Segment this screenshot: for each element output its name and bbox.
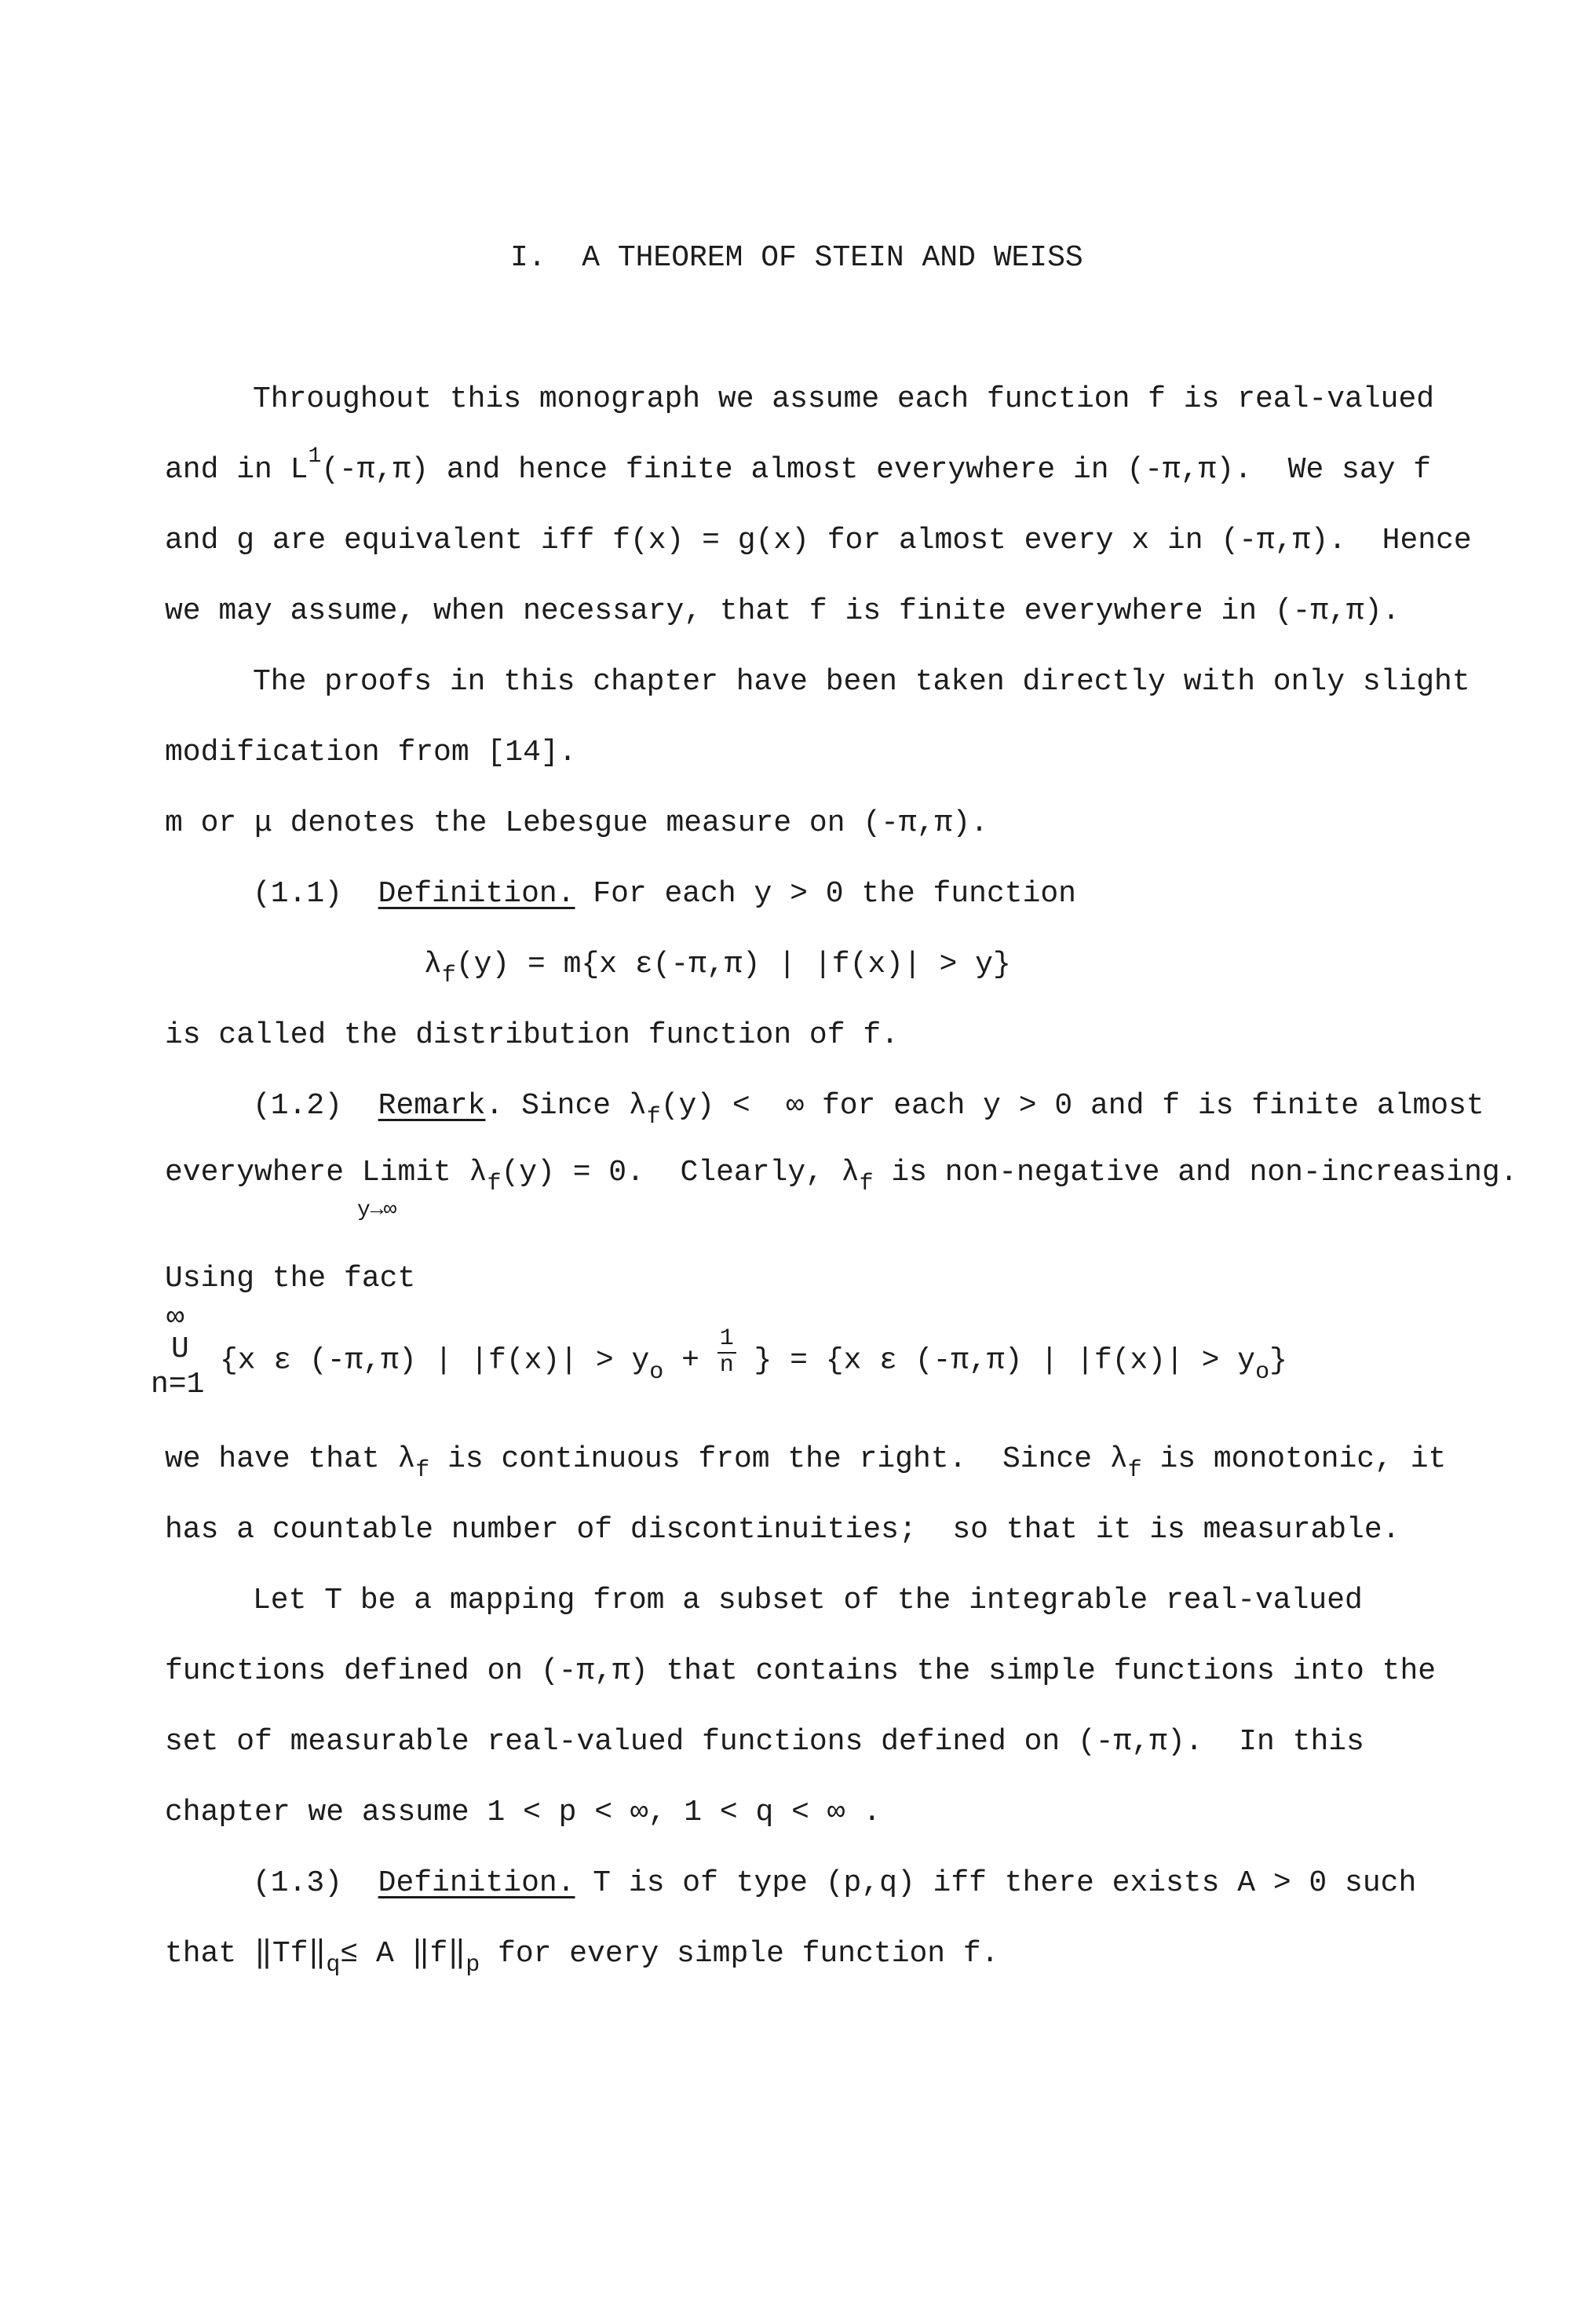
fraction: $\frac{1}{n}$ bbox=[717, 1327, 736, 1378]
text-line: is called the distribution function of f. bbox=[165, 1018, 899, 1052]
definition-heading: (1.3) Definition. T is of type (p,q) iff there exists A > 0 such bbox=[253, 1866, 1417, 1900]
text-line: chapter we assume 1 < p < ∞, 1 < q < ∞ . bbox=[165, 1796, 882, 1829]
union-index: n=1 bbox=[151, 1368, 205, 1401]
text-line: and in $L^1(-\pi,\pi)$ and hence finite almost everywhere in (-π,π). We say f bbox=[165, 444, 1432, 487]
text-line: everywhere Limit $\lambda_f(y) = 0$. Clearly, $\lambda_f$ is non-negative and non-increasing. bbox=[165, 1156, 1518, 1197]
text-line-norm-inequality: that $‖Tf‖_q\le A$ $‖f‖_p$ for every simple function f. bbox=[165, 1937, 999, 1979]
text-line: The proofs in this chapter have been taken directly with only slight bbox=[253, 665, 1470, 699]
remark-heading: (1.2) Remark. Since $\lambda_f(y)$ < ∞ for each y > 0 and f is finite almost bbox=[253, 1089, 1484, 1131]
union-infinity: ∞ bbox=[166, 1301, 184, 1335]
text-line: Using the fact bbox=[165, 1262, 416, 1295]
text-line-measure: m or μ denotes the Lebesgue measure on (-π,π). bbox=[165, 806, 988, 840]
limit-subscript: y→∞ bbox=[357, 1198, 397, 1222]
text-line: and g are equivalent iff f(x) = g(x) for almost every x in (-π,π). Hence bbox=[165, 524, 1472, 557]
text-line: we may assume, when necessary, that f is finite everywhere in (-π,π). bbox=[165, 594, 1400, 628]
formula-distribution: $\lambda_f(y) = m\{x$ ε(-π,π) | |f(x)| > y} bbox=[424, 948, 1011, 989]
text-line: we have that $\lambda_f$ is continuous from the right. Since $\lambda_f$ is monotonic, it bbox=[165, 1442, 1447, 1484]
union-symbol: U bbox=[171, 1332, 189, 1366]
text-line: set of measurable real-valued functions defined on (-π,π). In this bbox=[165, 1725, 1364, 1759]
text-line: Let T be a mapping from a subset of the integrable real-valued bbox=[253, 1584, 1363, 1617]
text-line: functions defined on (-π,π) that contains the simple functions into the bbox=[165, 1654, 1437, 1688]
union-expression: {x ε (-π,π) | $|f(x)| > y_o$ + $\frac{1}{n}$ } = {x ε (-π,π) | $|f(x)| > y_o$} bbox=[220, 1325, 1287, 1386]
definition-heading: (1.1) Definition. For each y > 0 the function bbox=[253, 877, 1076, 911]
chapter-title: I. A THEOREM OF STEIN AND WEISS bbox=[510, 241, 1083, 275]
text-line: Throughout this monograph we assume each function f is real-valued bbox=[253, 382, 1435, 416]
text-line: modification from [14]. bbox=[165, 736, 577, 769]
text-line: has a countable number of discontinuities; so that it is measurable. bbox=[165, 1513, 1400, 1547]
